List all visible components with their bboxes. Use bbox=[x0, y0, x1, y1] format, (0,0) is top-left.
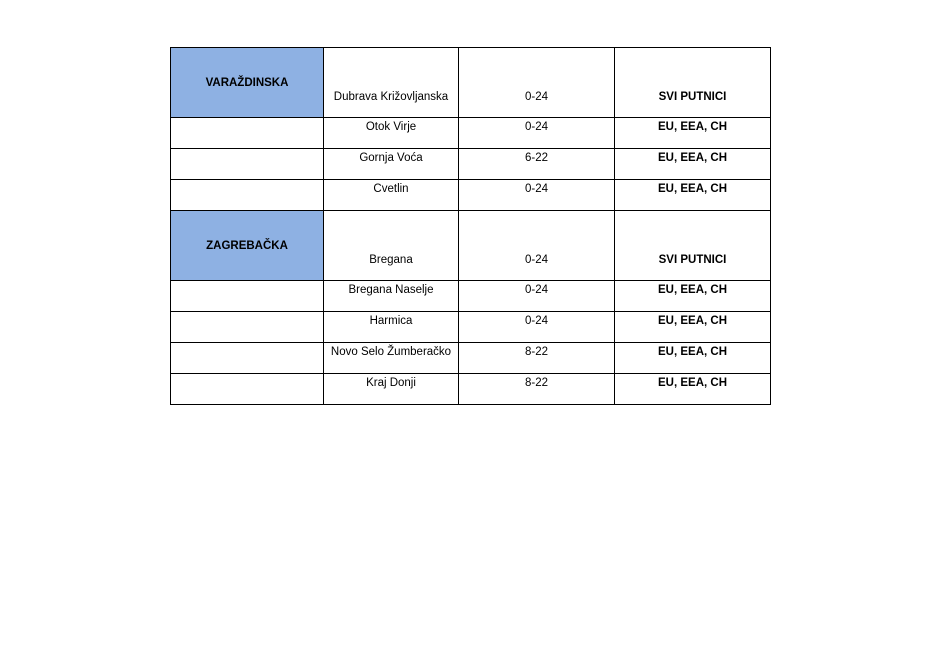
hours-cell: 8-22 bbox=[459, 374, 615, 405]
crossing-name-cell: Harmica bbox=[324, 312, 459, 343]
table-row bbox=[171, 374, 771, 405]
crossing-name-cell: Dubrava Križovljanska bbox=[324, 48, 459, 118]
travellers-cell: EU, EEA, CH bbox=[615, 343, 771, 374]
hours-cell: 0-24 bbox=[459, 281, 615, 312]
hours-cell: 0-24 bbox=[459, 48, 615, 118]
hours-cell: 0-24 bbox=[459, 312, 615, 343]
travellers-cell: SVI PUTNICI bbox=[615, 48, 771, 118]
table-row bbox=[171, 180, 771, 211]
travellers-cell: EU, EEA, CH bbox=[615, 312, 771, 343]
empty-cell bbox=[171, 343, 324, 374]
empty-cell bbox=[171, 281, 324, 312]
hours-cell: 6-22 bbox=[459, 149, 615, 180]
county-cell: ZAGREBAČKA bbox=[171, 211, 324, 281]
crossing-name-cell: Bregana Naselje bbox=[324, 281, 459, 312]
travellers-cell: EU, EEA, CH bbox=[615, 118, 771, 149]
table-row bbox=[171, 312, 771, 343]
county-cell: VARAŽDINSKA bbox=[171, 48, 324, 118]
border-crossings-table bbox=[170, 47, 771, 405]
crossing-name-cell: Bregana bbox=[324, 211, 459, 281]
empty-cell bbox=[171, 374, 324, 405]
empty-cell bbox=[171, 312, 324, 343]
hours-cell: 0-24 bbox=[459, 211, 615, 281]
travellers-cell: EU, EEA, CH bbox=[615, 281, 771, 312]
table-row bbox=[171, 343, 771, 374]
travellers-cell: EU, EEA, CH bbox=[615, 180, 771, 211]
empty-cell bbox=[171, 180, 324, 211]
crossing-name-cell: Cvetlin bbox=[324, 180, 459, 211]
travellers-cell: EU, EEA, CH bbox=[615, 149, 771, 180]
empty-cell bbox=[171, 149, 324, 180]
crossing-name-cell: Otok Virje bbox=[324, 118, 459, 149]
crossing-name-cell: Kraj Donji bbox=[324, 374, 459, 405]
table-row bbox=[171, 48, 771, 118]
empty-cell bbox=[171, 118, 324, 149]
crossing-name-cell: Gornja Voća bbox=[324, 149, 459, 180]
crossing-name-cell: Novo Selo Žumberačko bbox=[324, 343, 459, 374]
table-row bbox=[171, 211, 771, 281]
hours-cell: 0-24 bbox=[459, 118, 615, 149]
travellers-cell: EU, EEA, CH bbox=[615, 374, 771, 405]
table-row bbox=[171, 149, 771, 180]
hours-cell: 8-22 bbox=[459, 343, 615, 374]
hours-cell: 0-24 bbox=[459, 180, 615, 211]
table-row bbox=[171, 118, 771, 149]
travellers-cell: SVI PUTNICI bbox=[615, 211, 771, 281]
table-row bbox=[171, 281, 771, 312]
